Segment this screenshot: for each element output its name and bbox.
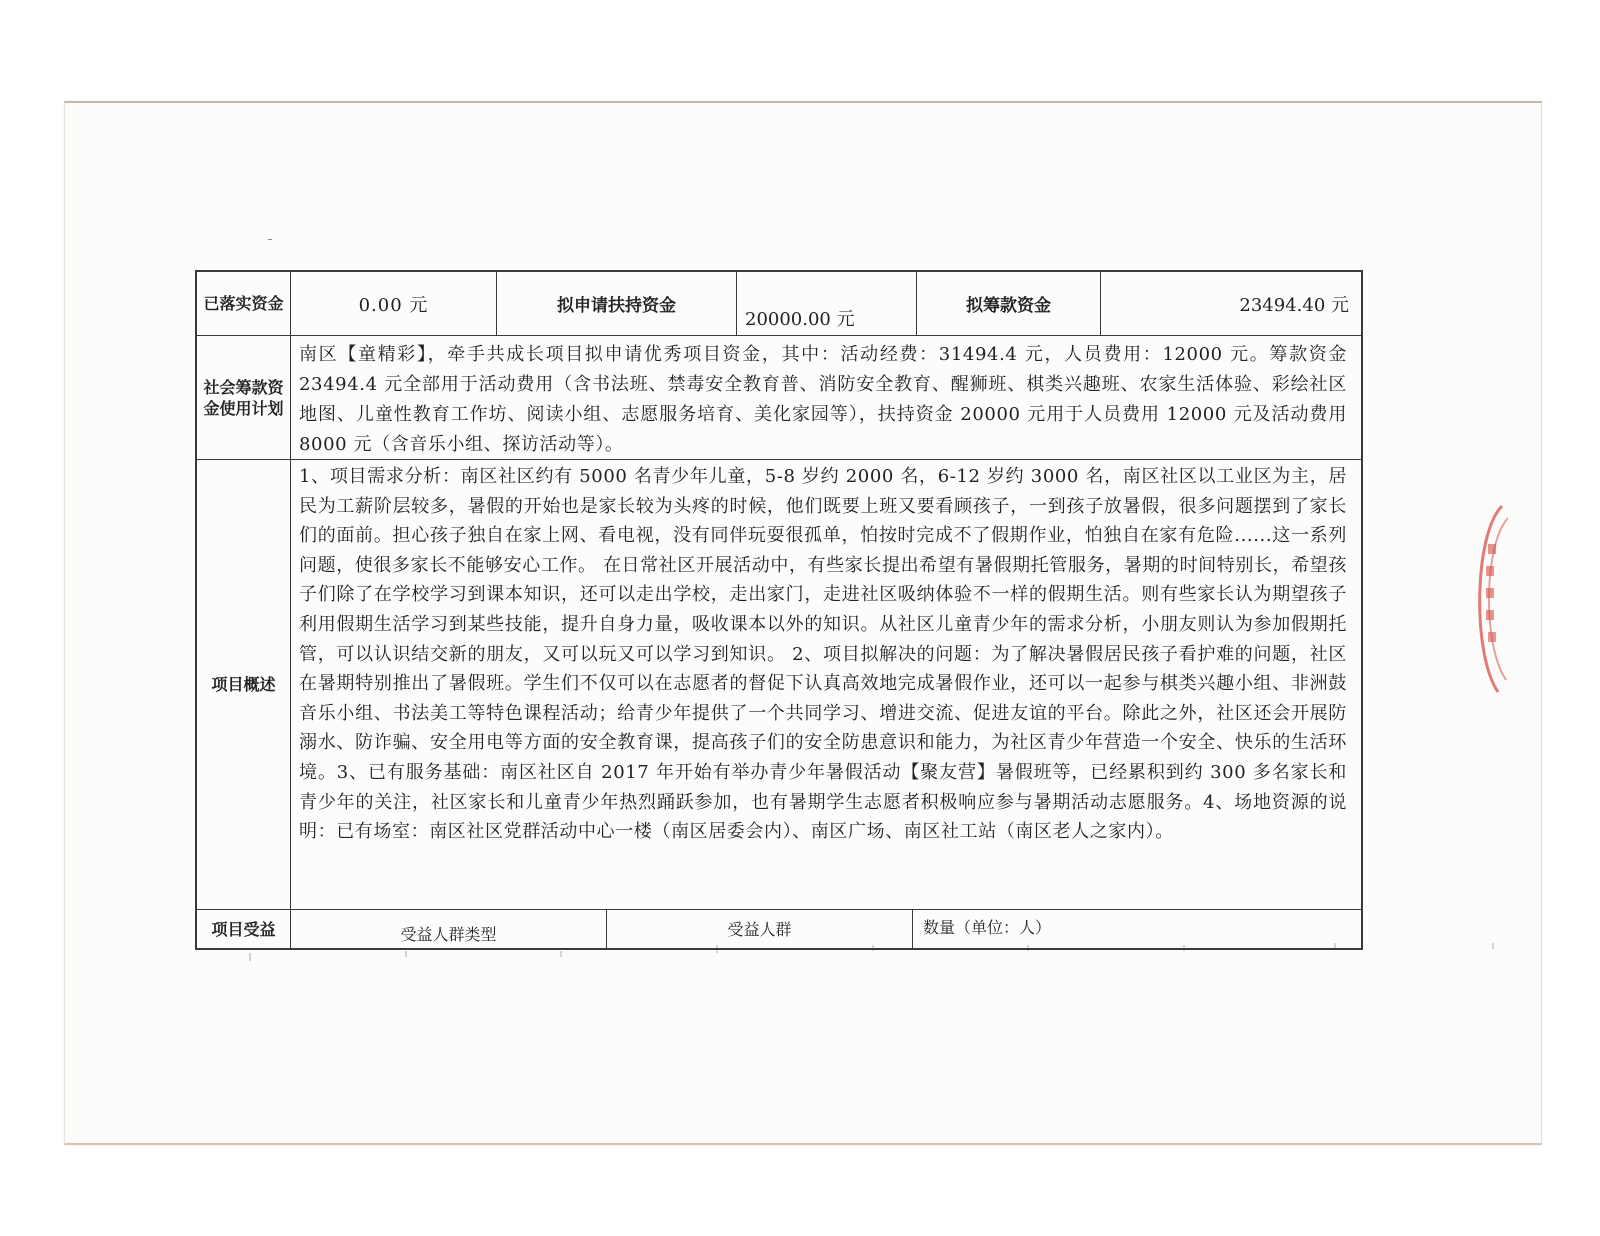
value-raise-funds: 23494.40 元 (1239, 294, 1349, 316)
project-overview-text: 1、项目需求分析：南区社区约有 5000 名青少年儿童，5-8 岁约 2000 名，6-12 岁约 3000 名，南区社区以工业区为主，居民为工薪阶层较多，暑假的开始也是家长较为头疼的时候，他们既要上班又要看顾孩子，一到孩子放暑假，很多问题摆到了家长们的面前。担心孩子独自在家上网、看电视，没有同伴玩耍很孤单，怕按时完成不了假期作业，怕独自在家有危险......这一系列问题，使很多家长不能够安心工作。 在日常社区开展活动中，有些家长提出希望有暑假期托管服务，暑期的时间特别长，希望孩子们除了在学校学习到课本知识，还可以走出学校，走出家门，走进社区吸纳体验不一样的假期生活。则有些家长认为期望孩子利用假期生活学习到某些技能，提升自身力量，吸收课本以外的知识。从社区儿童青少年的需求分析，小朋友则认为参加假期托管，可以认识结交新的朋友，又可以玩又可以学习到知识。 2、项目拟解决的问题：为了解决暑假居民孩子看护难的问题，社区在暑期特别推出了暑假班。学生们不仅可以在志愿者的督促下认真高效地完成暑假作业，还可以一起参与棋类兴趣小组、非洲鼓音乐小组、书法美工等特色课程活动；给青少年提供了一个共同学习、增进交流、促进友谊的平台。除此之外，社区还会开展防溺水、防诈骗、安全用电等方面的安全教育课，提高孩子们的安全防患意识和能力，为社区青少年营造一个安全、快乐的生活环境。3、已有服务基础：南区社区自 2017 年开始有举办青少年暑假活动【聚友营】暑假班等，已经累积到约 300 多名家长和青少年的关注，社区家长和儿童青少年热烈踊跃参加，也有暑期学生志愿者积极响应参与暑期活动志愿服务。4、场地资源的说明：已有场室：南区社区党群活动中心一楼（南区居委会内）、南区广场、南区社工站（南区老人之家内）。 (299, 466, 1347, 843)
header-beneficiary-type: 受益人群类型 (291, 910, 607, 948)
header-beneficiary-group: 受益人群 (607, 910, 913, 948)
value-apply-support: 20000.00 元 (737, 272, 917, 335)
table-row-usage-plan (197, 336, 1361, 460)
label-project-overview: 项目概述 (197, 460, 291, 909)
label-funded: 已落实资金 (197, 272, 291, 335)
label-usage-plan: 社会筹款资金使用计划 (197, 336, 291, 459)
label-apply-support: 拟申请扶持资金 (497, 272, 737, 335)
funding-table (195, 270, 1363, 950)
table-row-overview (197, 460, 1361, 910)
table-row-funding (197, 272, 1361, 336)
label-raise-funds: 拟筹款资金 (917, 272, 1101, 335)
label-project-benefit: 项目受益 (197, 910, 291, 948)
header-beneficiary-count: 数量（单位：人） (923, 917, 1052, 937)
usage-plan-text: 南区【童精彩】，牵手共成长项目拟申请优秀项目资金，其中：活动经费：31494.4 元，人员费用：12000 元。筹款资金 23494.4 元全部用于活动费用（含书法班、禁毒安全教育普、消防安全教育、醒狮班、棋类兴趣班、农家生活体验、彩绘社区地图、儿童性教育工作坊、阅读小组、志愿服务培育、美化家园等），扶持资金 20000 元用于人员费用 12000 元及活动费用 8000 元（含音乐小组、探访活动等）。 (299, 344, 1347, 455)
table-row-beneficiaries (197, 910, 1361, 948)
speck-mark (268, 239, 272, 240)
value-funded: 0.00 元 (291, 272, 497, 335)
paper-sheet (64, 101, 1542, 1145)
